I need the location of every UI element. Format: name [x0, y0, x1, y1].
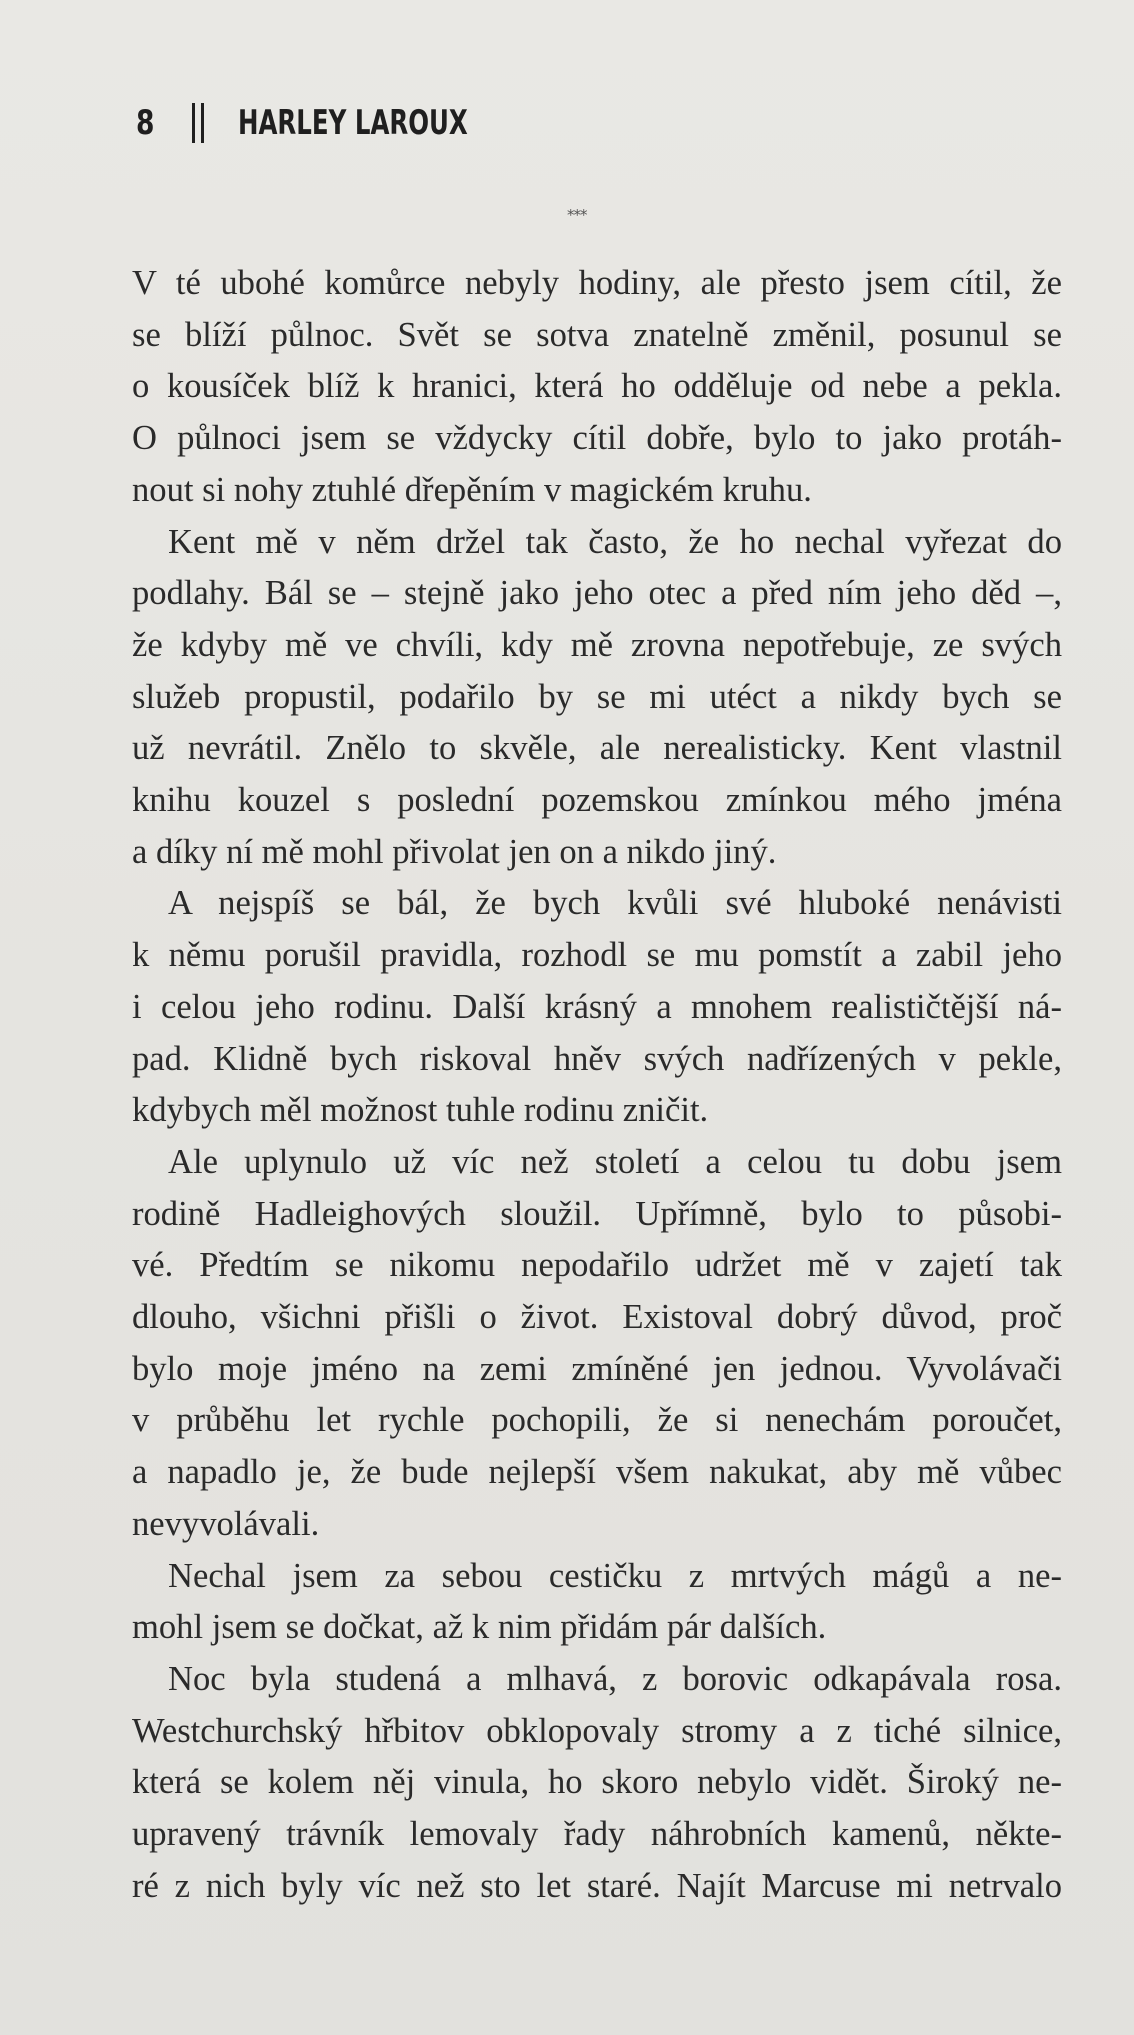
- text-line: bylo moje jméno na zemi zmíněné jen jednou. Vyvolávači: [132, 1349, 1062, 1388]
- text-line: i celou jeho rodinu. Další krásný a mnohem realističtější ná-: [132, 987, 1062, 1026]
- text-line: V té ubohé komůrce nebyly hodiny, ale přesto jsem cítil, že: [132, 264, 1062, 302]
- text-line: Noc byla studená a mlhavá, z borovic odkapávala rosa.: [168, 1659, 1062, 1698]
- body-text: [132, 258, 1062, 1913]
- text-line: o kousíček blíž k hranici, která ho odděluje od nebe a pekla.: [132, 367, 1062, 406]
- text-line: knihu kouzel s poslední pozemskou zmínkou mého jména: [132, 781, 1062, 820]
- text-line: Nechal jsem za sebou cestičku z mrtvých mágů a ne-: [168, 1556, 1062, 1595]
- running-head: [136, 98, 557, 148]
- text-line: služeb propustil, podařilo by se mi utéct a nikdy bych se: [132, 677, 1062, 716]
- text-line: A nejspíš se bál, že bych kvůli své hluboké nenávisti: [168, 884, 1062, 923]
- text-line: že kdyby mě ve chvíli, kdy mě zrovna nepotřebuje, ze svých: [132, 625, 1062, 664]
- text-line: O půlnoci jsem se vždycky cítil dobře, bylo to jako protáh-: [132, 419, 1062, 458]
- text-line: v průběhu let rychle pochopili, že si nenechám poroučet,: [132, 1401, 1062, 1440]
- text-line: Ale uplynulo už víc než století a celou tu dobu jsem: [168, 1142, 1062, 1181]
- text-line: mohl jsem se dočkat, až k nim přidám pár dalších.: [132, 1608, 827, 1647]
- text-line: Kent mě v něm držel tak často, že ho nechal vyřezat do: [168, 522, 1062, 561]
- text-line: která se kolem něj vinula, ho skoro nebylo vidět. Široký ne-: [132, 1763, 1062, 1802]
- text-line: dlouho, všichni přišli o život. Existoval dobrý důvod, proč: [132, 1298, 1062, 1337]
- author-name: HARLEY LAROUX: [238, 103, 468, 143]
- text-line: a napadlo je, že bude nejlepší všem nakukat, aby mě vůbec: [132, 1453, 1062, 1492]
- text-line: rodině Hadleighových sloužil. Upřímně, bylo to působi-: [132, 1194, 1062, 1233]
- text-line: nout si nohy ztuhlé dřepěním v magickém kruhu.: [132, 470, 812, 509]
- text-line: se blíží půlnoc. Svět se sotva znatelně změnil, posunul se: [132, 315, 1062, 354]
- text-line: a díky ní mě mohl přivolat jen on a nikdo jiný.: [132, 832, 777, 871]
- text-line: k němu porušil pravidla, rozhodl se mu pomstít a zabil jeho: [132, 936, 1062, 975]
- header-divider: [192, 103, 204, 143]
- text-line: upravený trávník lemovaly řady náhrobních kamenů, někte-: [132, 1815, 1062, 1854]
- text-line: Westchurchský hřbitov obklopovaly stromy a z tiché silnice,: [132, 1711, 1062, 1750]
- section-break: ***: [567, 206, 587, 224]
- page-number: 8: [136, 103, 155, 143]
- text-line: už nevrátil. Znělo to skvěle, ale nerealisticky. Kent vlastnil: [132, 729, 1062, 768]
- text-line: podlahy. Bál se – stejně jako jeho otec a před ním jeho děd –,: [132, 574, 1062, 613]
- text-line: kdybych měl možnost tuhle rodinu zničit.: [132, 1091, 709, 1130]
- text-line: pad. Klidně bych riskoval hněv svých nadřízených v pekle,: [132, 1039, 1062, 1078]
- text-line: vé. Předtím se nikomu nepodařilo udržet mě v zajetí tak: [132, 1246, 1062, 1285]
- text-line: nevyvolávali.: [132, 1504, 320, 1543]
- text-line: ré z nich byly víc než sto let staré. Najít Marcuse mi netrvalo: [132, 1866, 1062, 1905]
